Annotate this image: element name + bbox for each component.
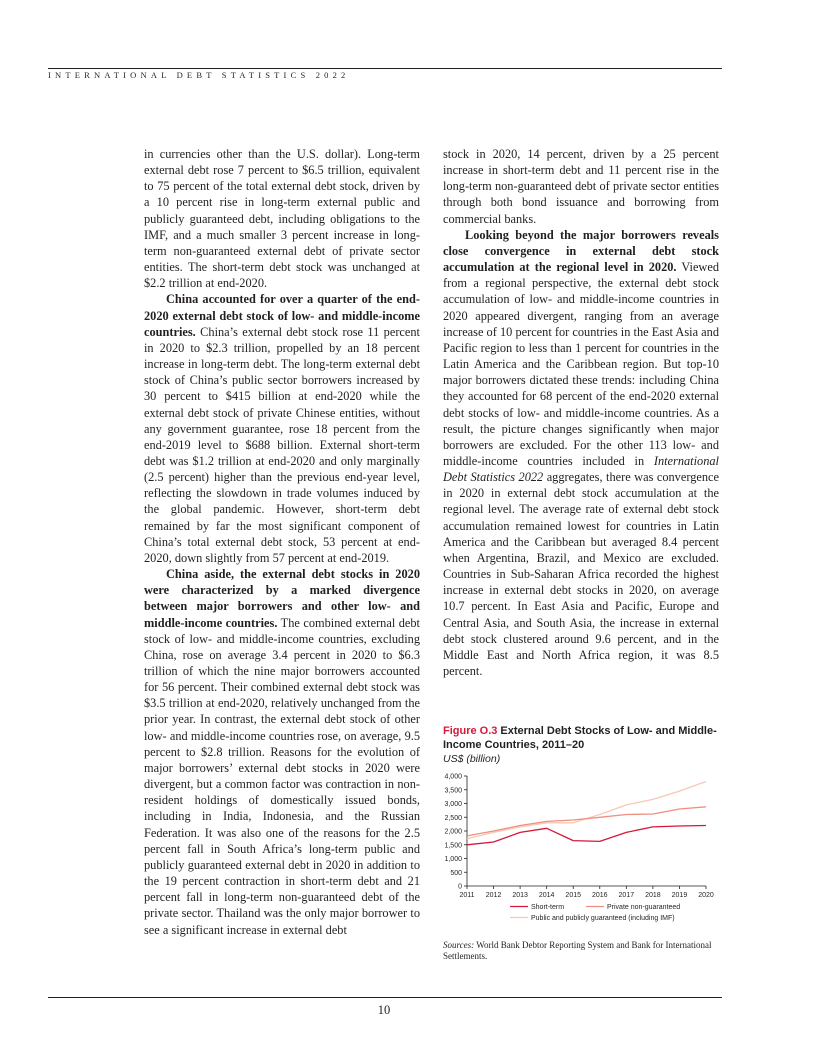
running-head: INTERNATIONAL DEBT STATISTICS 2022	[48, 70, 350, 80]
sources-text: World Bank Debtor Reporting System and Bank for International Settlements.	[443, 940, 712, 961]
x-tick-label: 2019	[671, 892, 688, 899]
series-line-short-term	[467, 826, 706, 845]
y-tick-label: 2,500	[444, 814, 462, 822]
y-tick-label: 1,000	[444, 856, 462, 863]
y-tick-label: 3,000	[444, 801, 462, 808]
lead-in: China accounted for over a quarter of the end-2020 external debt stock of low- and middle-income countries.	[144, 292, 420, 339]
header-rule	[48, 68, 722, 69]
right-column	[443, 146, 719, 679]
left-column	[144, 146, 420, 938]
y-tick-label: 2,000	[444, 828, 462, 836]
figure-title	[443, 724, 719, 752]
y-tick-label: 0	[458, 883, 462, 891]
paragraph-body: Viewed from a regional perspective, the external debt stock accumulation of low- and middle-income countries in 2020 appeared divergent, ranging from an average increase of 10 percent for countries in the East Asia and Pacific region to less than 1 percent for countries in the Latin America and the Caribbean region. But top-10 major borrowers dictated these trends: including China they accounted for 68 percent of the end-2020 external debt stocks of low- and middle-income countries. As a result, the picture changes significantly when major borrowers are excluded. For the other 113 low- and middle-income countries included in	[443, 260, 719, 468]
x-tick-label: 2013	[512, 892, 528, 899]
x-tick-label: 2018	[645, 892, 661, 899]
paragraph	[144, 566, 420, 938]
paragraph-body: aggregates, there was convergence in 2020 in external debt stock accumulation at the regional level. The average rate of external debt stock accumulation remained lowest for countries in Latin America and the Caribbean but averaged 8.4 percent when Argentina, Brazil, and Mexico are excluded. Countries in Sub-Saharan Africa recorded the highest increase in external debt stocks in 2020, on average 10.7 percent. In East Asia and Pacific, Europe and Central Asia, and South Asia, the increase in external debt stock clustered around 9.6 percent, and in the Middle East and North Africa region, it was 8.5 percent.	[443, 470, 719, 678]
x-tick-label: 2014	[538, 892, 555, 899]
paragraph: in currencies other than the U.S. dollar). Long-term external debt rose 7 percent to $6.5 trillion, equivalent to 75 percent of the total external debt stock, driven by a 10 percent rise in long-term external public and publicly guaranteed debt, including obligations to the IMF, and a much smaller 3 percent increase in long-term non-guaranteed external debt of private sector entities. The short-term debt stock was unchanged at $2.2 trillion at end-2020.	[144, 147, 420, 291]
y-tick-label: 4,000	[444, 773, 462, 781]
footer-rule	[48, 997, 722, 998]
paragraph-body: China’s external debt stock rose 11 percent in 2020 to $2.3 trillion, propelled by an 18 percent increase in long-term debt. The long-term external debt stock of China’s public sector borrowers increased by 30 percent to $415 billion at end-2020 while the external debt stock of private Chinese entities, without any government guarantee, rose 18 percent from the end-2019 level to $688 billion. External short-term debt was $1.2 trillion at end-2020 and only marginally (2.5 percent) higher than the previous end-year level, reflecting the slowdown in trade volumes induced by the global pandemic. However, short-term debt remained by far the most significant component of China’s total external debt stock, 53 percent at end-2020, down slightly from 57 percent at end-2019.	[144, 324, 420, 565]
sources-label: Sources:	[443, 940, 475, 950]
legend-label: Public and publicly guaranteed (including IMF)	[531, 915, 675, 922]
legend-label: Private non-guaranteed	[607, 904, 681, 911]
lead-in: China aside, the external debt stocks in 2020 were characterized by a marked divergence between major borrowers and other low- and middle-income countries.	[144, 567, 420, 630]
x-tick-label: 2012	[485, 892, 502, 899]
y-tick-label: 3,500	[444, 787, 462, 795]
y-tick-label: 500	[450, 869, 462, 877]
lead-in: Looking beyond the major borrowers reveals close convergence in external debt stock accumulation at the regional level in 2020.	[443, 227, 719, 275]
figure-sources	[443, 940, 719, 961]
paragraph: stock in 2020, 14 percent, driven by a 25 percent increase in short-term debt and 11 percent rise in the long-term non-guaranteed debt of private sector entities through both bond issuance and borrowing from commercial banks.	[443, 147, 719, 226]
paragraph-body: The combined external debt stock of low- and middle-income countries, excluding China, rose on average 3.4 percent in 2020 to $6.3 trillion of which the nine major borrowers accounted for 56 percent. Their combined external debt stock was $3.5 trillion at end-2020, relatively unchanged from the prior year. In contrast, the external debt stock of other low- and middle-income countries rose, on average, 9.5 percent to $2.8 trillion. Reasons for the evolution of major borrowers’ external debt stocks in 2020 were divergent, but a common factor was contraction in non-resident holdings of domestically issued bonds, including in India, Indonesia, and the Russian Federation. It was also one of the reasons for the 2.5 percent fall in South Africa’s long-term public and publicly guaranteed external debt in 2020 in addition to the 19 percent contraction in short-term debt and 21 percent fall in long-term non-guaranteed debt of the private sector. Thailand was the only major borrower to see a significant increase in external debt	[144, 615, 420, 937]
legend-label: Short-term	[531, 904, 565, 911]
figure-unit: US$ (billion)	[443, 753, 501, 765]
paragraph	[144, 291, 420, 566]
figure-label: Figure O.3	[443, 725, 498, 737]
x-tick-label: 2016	[591, 892, 608, 899]
x-tick-label: 2020	[698, 892, 714, 899]
paragraph	[443, 227, 719, 679]
x-tick-label: 2015	[565, 892, 582, 899]
series-line-private-non-guaranteed	[467, 807, 706, 836]
page-number: 10	[377, 1003, 391, 1017]
x-tick-label: 2011	[459, 892, 475, 899]
y-tick-label: 1,500	[444, 842, 462, 850]
x-tick-label: 2017	[618, 892, 635, 899]
publication-title: International Debt Statistics 2022	[443, 453, 719, 485]
figure-title-text: External Debt Stocks of Low- and Middle-Income Countries, 2011–20	[443, 725, 717, 751]
line-chart	[440, 764, 720, 934]
